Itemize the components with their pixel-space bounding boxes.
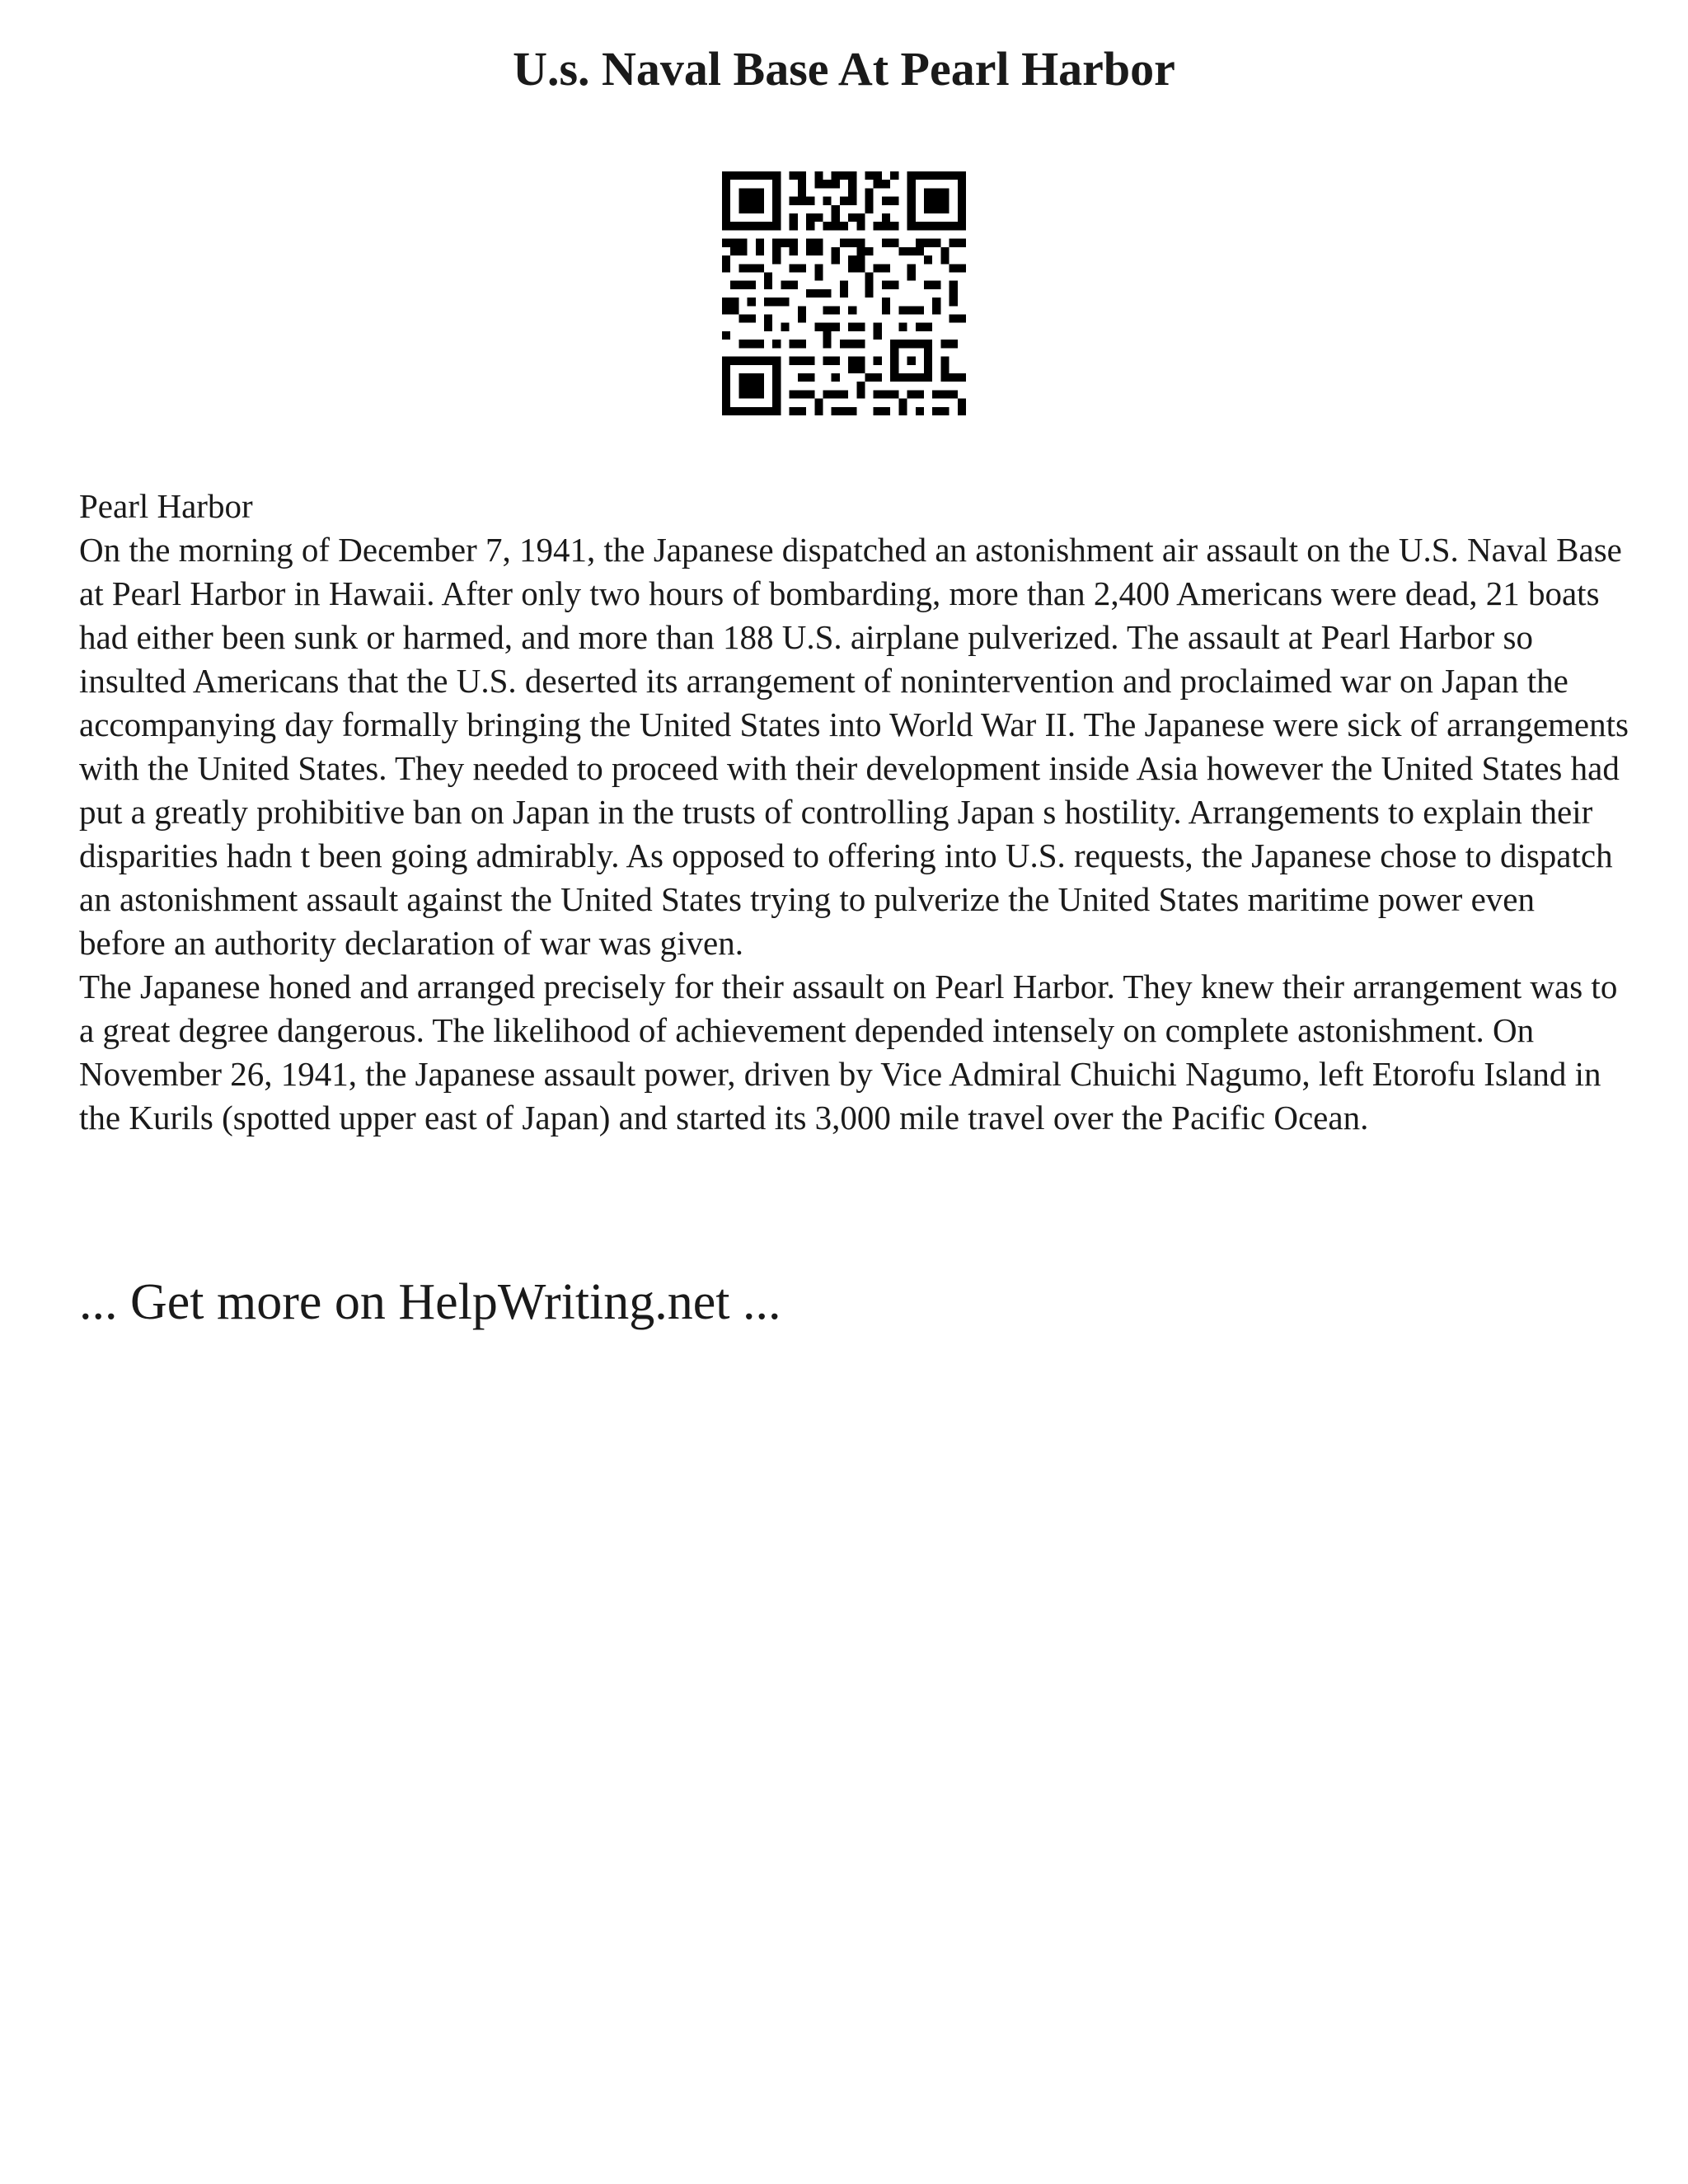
article-subheading: Pearl Harbor <box>79 487 253 525</box>
page-title: U.s. Naval Base At Pearl Harbor <box>513 42 1175 96</box>
get-more-link[interactable]: ... Get more on HelpWriting.net ... <box>79 1274 781 1330</box>
article-paragraph-1: On the morning of December 7, 1941, the Japanese dispatched an astonishment air assault on the U.S. Naval Base at Pearl Harbor in Hawaii. After only two hours of bombarding, more than 2,400 Americans were dead, 21 boats had either been sunk or harmed, and more than 188 U.S. airplane pulverized. The assault at Pearl Harbor so insulted Americans that the U.S. deserted its arrangement of nonintervention and proclaimed war on Japan the accompanying day formally bringing the United States into World War II. The Japanese were sick of arrangements with the United States. They needed to proceed with their development inside Asia however the United States had put a greatly prohibitive ban on Japan in the trusts of controlling Japan s hostility. Arrangements to explain their disparities hadn t been going admirably. As opposed to offering into U.S. requests, the Japanese chose to dispatch an astonishment assault against the United States trying to pulverize the United States maritime power even before an authority declaration of war was given. <box>79 531 1629 962</box>
qr-code-icon <box>722 171 966 415</box>
article-body <box>79 485 1629 1140</box>
article-paragraph-2: The Japanese honed and arranged precisely for their assault on Pearl Harbor. They knew their arrangement was to a great degree dangerous. The likelihood of achievement depended intensely on complete astonishment. On November 26, 1941, the Japanese assault power, driven by Vice Admiral Chuichi Nagumo, left Etorofu Island in the Kurils (spotted upper east of Japan) and started its 3,000 mile travel over the Pacific Ocean. <box>79 968 1618 1137</box>
